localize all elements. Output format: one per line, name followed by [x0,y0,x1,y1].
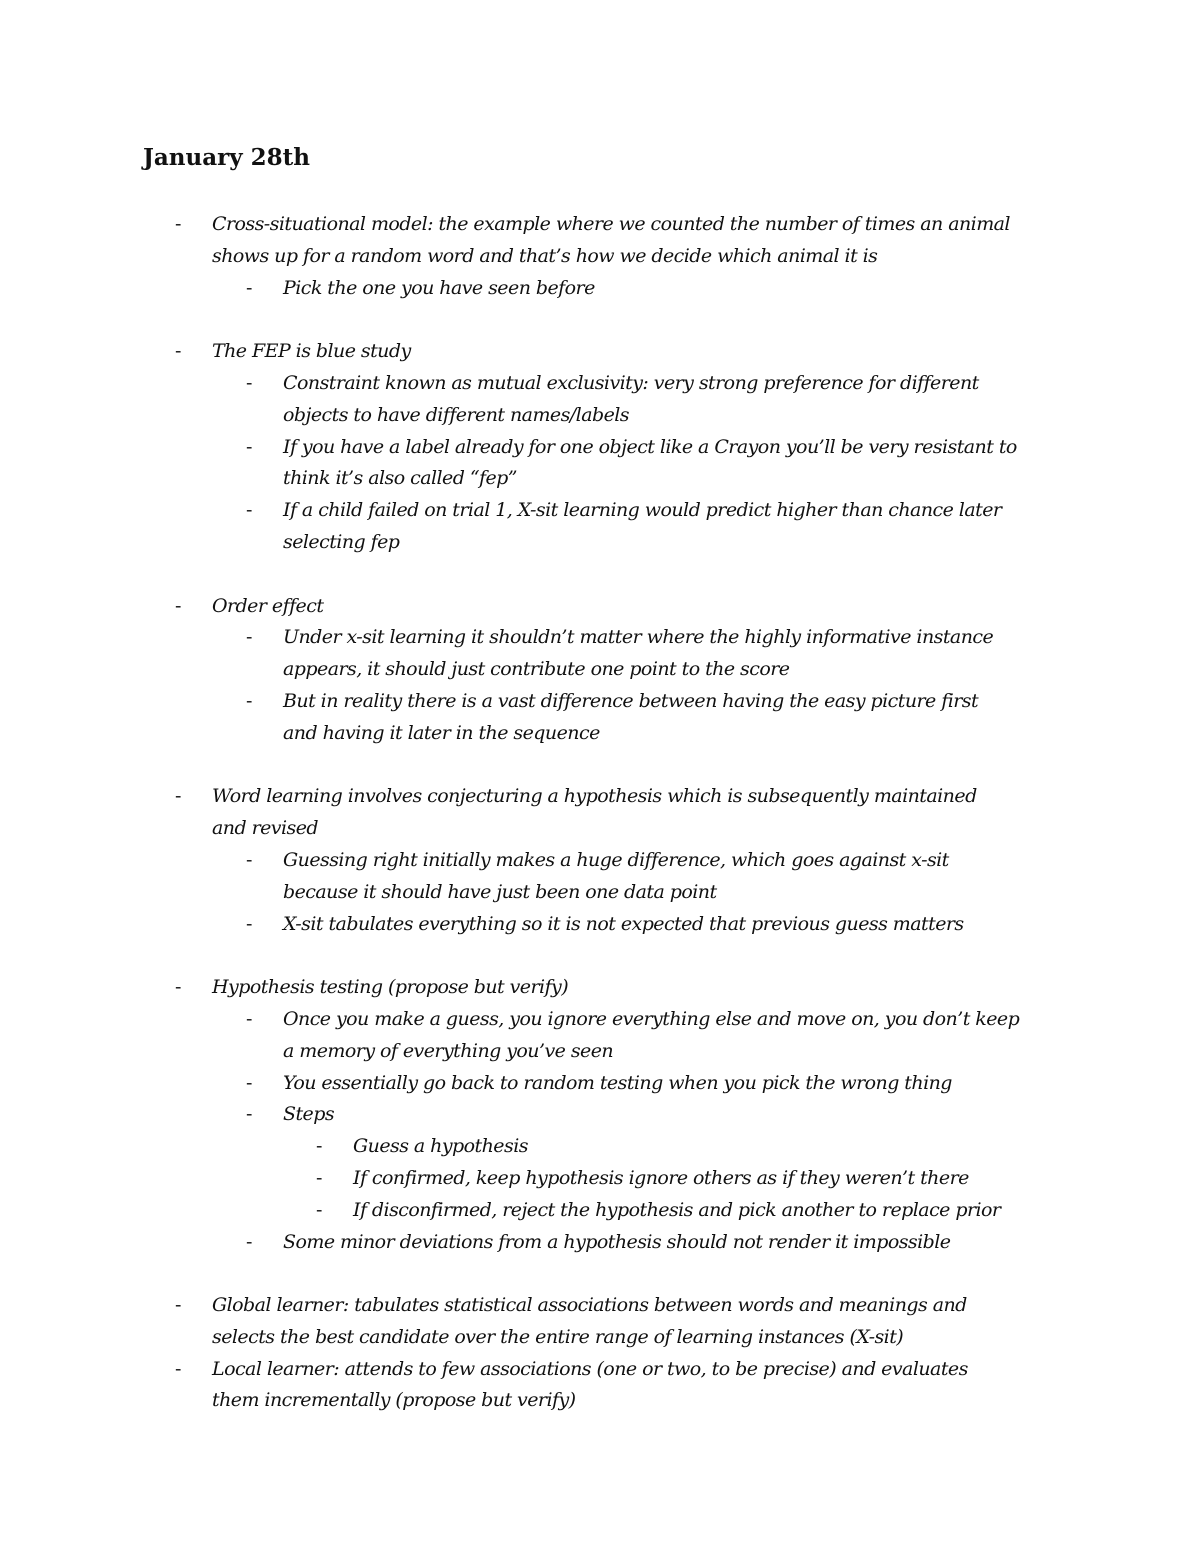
bullet-text-line: Guessing right initially makes a huge difference, which goes against x-sit [283,848,949,871]
bullet-item-level-2 [0,1099,1200,1131]
bullet-text-line: Once you make a guess, you ignore everything else and move on, you don’t keep [283,1007,1020,1030]
bullet-item-level-3 [0,1131,1200,1163]
bullet-text-line: a memory of everything you’ve seen [283,1039,614,1062]
note-group [0,781,1200,940]
bullet-item-level-2 [0,622,1200,686]
dash-bullet-icon: - [246,1103,252,1126]
bullet-text-line: because it should have just been one data point [283,880,717,903]
group-spacer [0,750,1200,782]
group-spacer [0,304,1200,336]
dash-bullet-icon: - [175,213,181,235]
bullet-text-line: If a child failed on trial 1, X-sit learning would predict higher than chance later [283,499,1002,522]
bullet-text-line: Constraint known as mutual exclusivity: very strong preference for different [283,371,979,394]
bullet-item-level-2 [0,273,1200,305]
bullet-item-level-2 [0,1004,1200,1068]
bullet-text-line: The FEP is blue study [212,340,411,363]
bullet-text-line: Cross-situational model: the example where we counted the number of times an animal [212,213,1010,235]
note-group [0,972,1200,1258]
dash-bullet-icon: - [246,276,252,299]
note-group [0,1290,1200,1417]
bullet-item-level-3 [0,1195,1200,1227]
bullet-text-line: selecting fep [283,530,400,553]
dash-bullet-icon: - [246,912,252,935]
bullet-text-line: objects to have different names/labels [283,403,630,426]
bullet-text-line: If disconfirmed, reject the hypothesis and pick another to replace prior [353,1198,1001,1221]
bullet-text-line: Local learner: attends to few associations (one or two, to be precise) and evaluates [212,1357,968,1380]
bullet-text-line: and revised [212,817,319,840]
bullet-text-line: Word learning involves conjecturing a hypothesis which is subsequently maintained [212,785,977,808]
bullet-text-line: If confirmed, keep hypothesis ignore others as if they weren’t there [353,1166,969,1189]
bullet-item-level-2 [0,845,1200,909]
bullet-text-line: You essentially go back to random testing when you pick the wrong thing [283,1071,952,1094]
dash-bullet-icon: - [246,435,252,458]
bullet-item-level-1 [0,1354,1200,1418]
dash-bullet-icon: - [246,689,252,712]
bullet-item-level-2 [0,368,1200,432]
dash-bullet-icon: - [175,594,181,617]
bullet-text-line: Guess a hypothesis [353,1135,528,1158]
notes-list [0,209,1200,1417]
dash-bullet-icon: - [246,371,252,394]
dash-bullet-icon: - [246,626,252,649]
group-spacer [0,1258,1200,1290]
bullet-text-line: Under x-sit learning it shouldn’t matter where the highly informative instance [283,626,994,649]
dash-bullet-icon: - [246,848,252,871]
bullet-text-line: Global learner: tabulates statistical associations between words and meanings and [212,1294,967,1317]
bullet-item-level-2 [0,1068,1200,1100]
bullet-item-level-2 [0,686,1200,750]
bullet-item-level-2 [0,1227,1200,1259]
dash-bullet-icon: - [316,1135,322,1158]
bullet-item-level-1 [0,1290,1200,1354]
dash-bullet-icon: - [175,340,181,363]
note-group [0,591,1200,750]
group-spacer [0,559,1200,591]
bullet-text-line: appears, it should just contribute one point to the score [283,658,790,681]
dash-bullet-icon: - [316,1166,322,1189]
bullet-text-line: them incrementally (propose but verify) [212,1389,576,1412]
bullet-item-level-1 [0,336,1200,368]
note-group [0,336,1200,559]
bullet-text-line: But in reality there is a vast difference between having the easy picture first [283,689,979,712]
bullet-text-line: Order effect [212,594,324,617]
bullet-text-line: and having it later in the sequence [283,721,600,744]
dash-bullet-icon: - [246,1007,252,1030]
note-group [0,209,1200,304]
bullet-item-level-1 [0,972,1200,1004]
page-title: January 28th [143,144,310,171]
dash-bullet-icon: - [175,785,181,808]
bullet-item-level-1 [0,209,1200,273]
bullet-item-level-2 [0,432,1200,496]
bullet-item-level-3 [0,1163,1200,1195]
group-spacer [0,940,1200,972]
bullet-text-line: Steps [283,1103,335,1126]
dash-bullet-icon: - [246,1071,252,1094]
dash-bullet-icon: - [316,1198,322,1221]
dash-bullet-icon: - [246,499,252,522]
bullet-item-level-2 [0,909,1200,941]
bullet-item-level-2 [0,495,1200,559]
bullet-text-line: think it’s also called “fep” [283,467,517,490]
dash-bullet-icon: - [246,1230,252,1253]
dash-bullet-icon: - [175,976,181,999]
bullet-text-line: If you have a label already for one object like a Crayon you’ll be very resistant to [283,435,1017,458]
bullet-text-line: X-sit tabulates everything so it is not expected that previous guess matters [283,912,964,935]
bullet-item-level-1 [0,781,1200,845]
bullet-text-line: shows up for a random word and that’s how we decide which animal it is [212,244,878,267]
bullet-text-line: Some minor deviations from a hypothesis should not render it impossible [283,1230,951,1253]
bullet-text-line: selects the best candidate over the entire range of learning instances (X-sit) [212,1325,904,1348]
bullet-text-line: Pick the one you have seen before [283,276,595,299]
bullet-item-level-1 [0,591,1200,623]
dash-bullet-icon: - [175,1357,181,1380]
dash-bullet-icon: - [175,1294,181,1317]
bullet-text-line: Hypothesis testing (propose but verify) [212,976,569,999]
